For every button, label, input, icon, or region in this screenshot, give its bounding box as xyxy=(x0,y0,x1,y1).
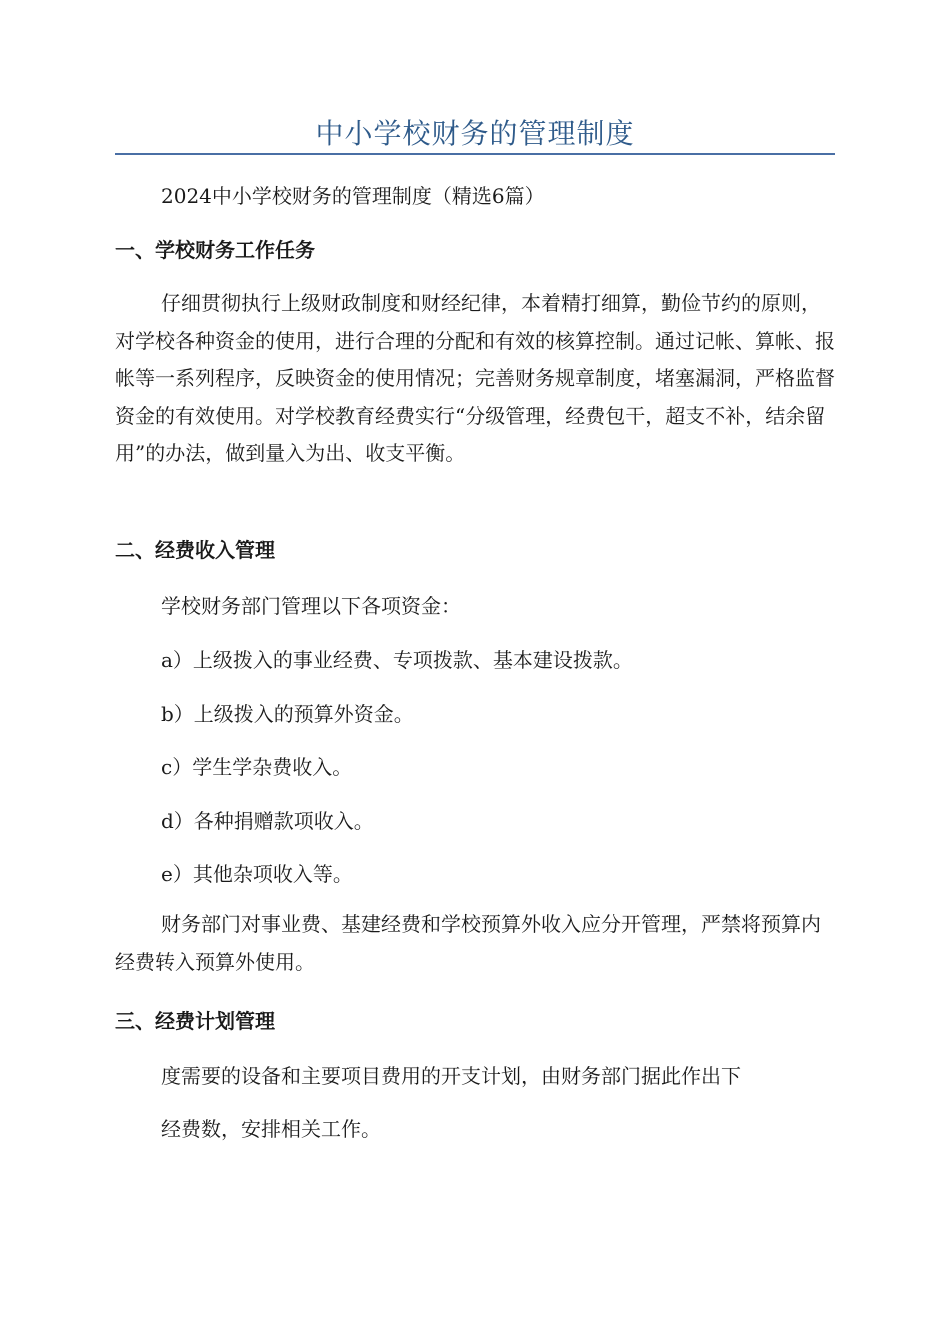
list-item: b）上级拨入的预算外资金。 xyxy=(161,702,414,726)
section-heading-2: 二、经费收入管理 xyxy=(115,538,275,562)
section-heading-1: 一、学校财务工作任务 xyxy=(115,238,315,262)
section-3-line-1: 度需要的设备和主要项目费用的开支计划，由财务部门据此作出下 xyxy=(161,1064,741,1088)
document-subtitle: 2024中小学校财务的管理制度（精选6篇） xyxy=(161,184,545,208)
section-1-paragraph: 仔细贯彻执行上级财政制度和财经纪律，本着精打细算，勤俭节约的原则，对学校各种资金的使用，进行合理的分配和有效的核算控制。通过记帐、算帐、报帐等一系列程序，反映资金的使用情况；完善财务规章制度，堵塞漏洞，严格监督资金的有效使用。对学校教育经费实行“分级管理，经费包干，超支不补，结余留用”的办法，做到量入为出、收支平衡。 xyxy=(115,291,835,465)
section-2-closing: 财务部门对事业费、基建经费和学校预算外收入应分开管理，严禁将预算内经费转入预算外使用。 xyxy=(115,912,821,974)
list-item: d）各种捐赠款项收入。 xyxy=(161,809,374,833)
title-underline xyxy=(115,153,835,155)
section-2-intro: 学校财务部门管理以下各项资金： xyxy=(161,594,461,618)
list-item: c）学生学杂费收入。 xyxy=(161,755,353,779)
list-item: e）其他杂项收入等。 xyxy=(161,862,353,886)
document-title: 中小学校财务的管理制度 xyxy=(315,117,635,150)
section-3-line-2: 经费数，安排相关工作。 xyxy=(161,1117,381,1141)
list-item: a）上级拨入的事业经费、专项拨款、基本建设拨款。 xyxy=(161,648,633,672)
section-heading-3: 三、经费计划管理 xyxy=(115,1009,275,1033)
